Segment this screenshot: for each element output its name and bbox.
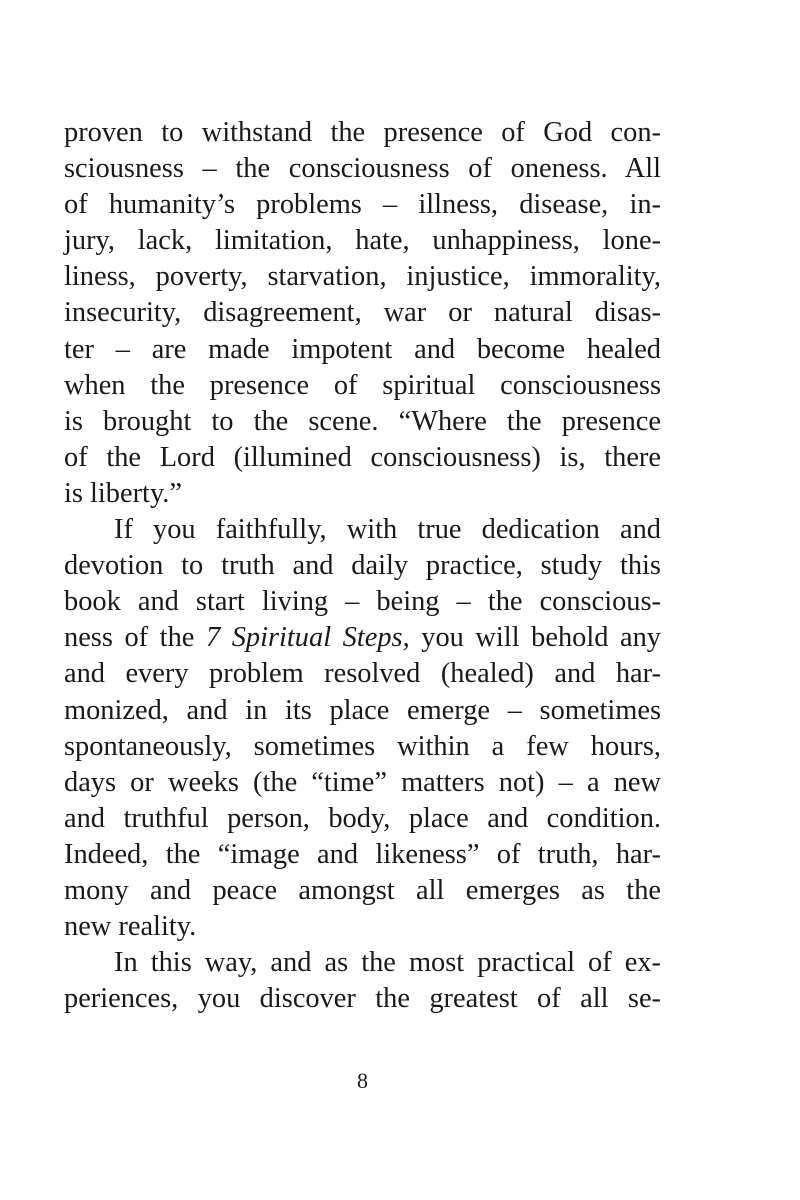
text-line: devotion to truth and daily practice, study this: [64, 550, 661, 582]
text-span: you will behold any: [409, 622, 661, 654]
text-line: new reality.: [64, 911, 197, 943]
page-number: 8: [357, 1068, 368, 1093]
text-line: Indeed, the “image and likeness” of truth, har-: [64, 838, 661, 870]
text-line: ter – are made impotent and become healed: [64, 333, 661, 365]
text-line: of humanity’s problems – illness, disease, in-: [64, 189, 661, 221]
text-line: sciousness – the consciousness of oneness. All: [64, 153, 661, 185]
text-line: monized, and in its place emerge – sometimes: [64, 694, 661, 726]
text-span: ness of the: [64, 622, 206, 654]
text-line: and truthful person, body, place and condition.: [64, 802, 661, 834]
text-line: and every problem resolved (healed) and har-: [64, 658, 661, 690]
text-line: days or weeks (the “time” matters not) – a new: [64, 766, 661, 798]
text-line: when the presence of spiritual consciousness: [64, 369, 661, 401]
text-line: periences, you discover the greatest of all se-: [64, 983, 661, 1015]
text-line: insecurity, disagreement, war or natural disas-: [64, 297, 661, 329]
text-line: of the Lord (illumined consciousness) is, there: [64, 441, 661, 473]
paragraph-1: [64, 115, 661, 512]
text-line: mony and peace amongst all emerges as the: [64, 874, 661, 906]
text-line: book and start living – being – the conscious-: [64, 586, 661, 618]
book-title: 7 Spiritual Steps,: [205, 622, 410, 654]
paragraph-3: [64, 945, 661, 1017]
text-line: If you faithfully, with true dedication and: [114, 514, 661, 546]
text-line: is brought to the scene. “Where the presence: [64, 405, 661, 437]
text-line: jury, lack, limitation, hate, unhappiness, lone-: [64, 225, 661, 257]
body-text: [64, 115, 661, 1017]
paragraph-2: [64, 512, 661, 945]
text-line: spontaneously, sometimes within a few hours,: [64, 730, 661, 762]
text-line: is liberty.”: [64, 477, 182, 509]
text-line: liness, poverty, starvation, injustice, immorality,: [64, 261, 661, 293]
text-line: In this way, and as the most practical of ex-: [114, 947, 661, 979]
text-line: proven to withstand the presence of God con-: [64, 117, 661, 148]
text-line-with-title: [64, 620, 661, 656]
